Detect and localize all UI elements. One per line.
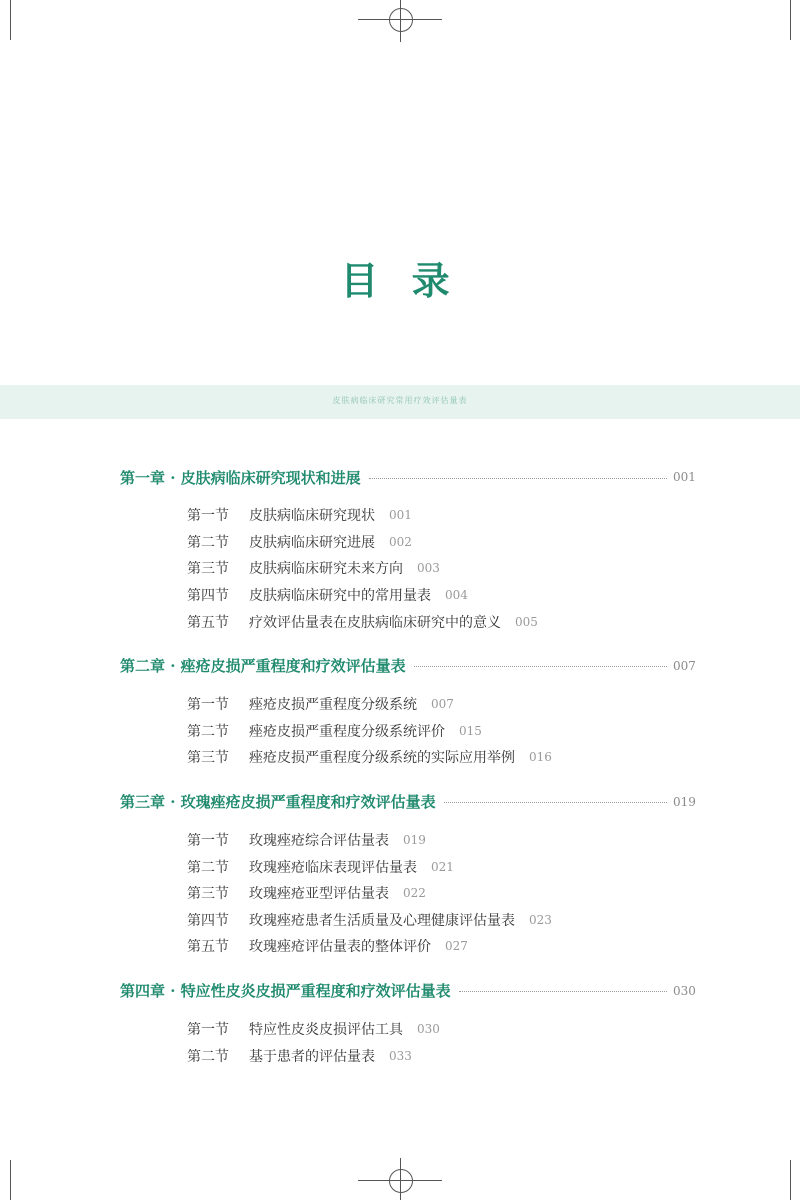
section-title: 玫瑰痤疮患者生活质量及心理健康评估量表 — [249, 912, 515, 929]
toc-section[interactable] — [187, 555, 800, 582]
toc-section[interactable] — [187, 744, 800, 771]
section-title: 皮肤病临床研究进展 — [249, 534, 375, 551]
dotted-leader — [369, 478, 667, 479]
toc-section[interactable] — [187, 529, 800, 556]
toc-section[interactable] — [187, 502, 800, 529]
section-number: 第二节 — [187, 1048, 229, 1065]
section-number: 第一节 — [187, 833, 229, 850]
section-page-number: 015 — [459, 723, 482, 738]
section-title: 痤疮皮损严重程度分级系统评价 — [249, 723, 445, 740]
section-title: 玫瑰痤疮综合评估量表 — [249, 833, 389, 850]
dotted-leader — [444, 802, 667, 803]
chapter-title: 第三章 · 玫瑰痤疮皮损严重程度和疗效评估量表 — [120, 793, 436, 812]
chapter-page-number: 007 — [673, 658, 696, 673]
section-title: 皮肤病临床研究未来方向 — [249, 561, 403, 578]
section-number: 第一节 — [187, 508, 229, 525]
toc-section[interactable] — [187, 1042, 800, 1069]
section-page-number: 001 — [389, 508, 412, 523]
section-title: 玫瑰痤疮亚型评估量表 — [249, 886, 389, 903]
chapter-page-number: 019 — [673, 794, 696, 809]
section-title: 痤疮皮损严重程度分级系统 — [249, 697, 417, 714]
section-number: 第二节 — [187, 859, 229, 876]
chapter-4-sections — [187, 1016, 800, 1069]
book-title-band-text: 皮肤病临床研究常用疗效评估量表 — [332, 396, 468, 405]
toc-chapter-2[interactable] — [120, 651, 695, 681]
section-page-number: 007 — [431, 697, 454, 712]
section-number: 第五节 — [187, 614, 229, 631]
crop-mark-bottom-left — [10, 1160, 11, 1200]
toc-section[interactable] — [187, 691, 800, 718]
chapter-3-sections — [187, 827, 800, 960]
section-number: 第四节 — [187, 912, 229, 929]
registration-mark-top-icon — [389, 8, 413, 32]
toc-section[interactable] — [187, 933, 800, 960]
section-page-number: 021 — [431, 859, 454, 874]
section-page-number: 003 — [417, 561, 440, 576]
toc-section[interactable] — [187, 827, 800, 854]
section-page-number: 019 — [403, 833, 426, 848]
section-page-number: 033 — [389, 1048, 412, 1063]
toc-section[interactable] — [187, 880, 800, 907]
section-title: 痤疮皮损严重程度分级系统的实际应用举例 — [249, 750, 515, 767]
section-page-number: 002 — [389, 534, 412, 549]
toc-section[interactable] — [187, 853, 800, 880]
section-title: 疗效评估量表在皮肤病临床研究中的意义 — [249, 614, 501, 631]
chapter-page-number: 001 — [673, 470, 696, 484]
section-title: 玫瑰痤疮评估量表的整体评价 — [249, 939, 431, 956]
dotted-leader — [459, 991, 667, 992]
registration-mark-bottom-icon — [389, 1169, 413, 1193]
section-title: 玫瑰痤疮临床表现评估量表 — [249, 859, 417, 876]
toc-chapter-1[interactable] — [120, 462, 695, 492]
section-page-number: 004 — [445, 588, 468, 603]
section-number: 第三节 — [187, 750, 229, 767]
chapter-2-sections — [187, 691, 800, 771]
crop-mark-top-left — [10, 0, 11, 40]
section-number: 第五节 — [187, 939, 229, 956]
chapter-1-sections — [187, 502, 800, 635]
toc-section[interactable] — [187, 907, 800, 934]
section-page-number: 023 — [529, 912, 552, 927]
section-page-number: 005 — [515, 614, 538, 629]
section-title: 基于患者的评估量表 — [249, 1048, 375, 1065]
toc-chapter-3[interactable] — [120, 787, 695, 817]
section-title: 皮肤病临床研究现状 — [249, 508, 375, 525]
section-number: 第二节 — [187, 534, 229, 551]
crop-mark-bottom-right — [790, 1160, 791, 1200]
crop-mark-top-right — [790, 0, 791, 40]
section-number: 第二节 — [187, 723, 229, 740]
header-band — [0, 385, 800, 419]
section-number: 第一节 — [187, 1022, 229, 1039]
toc-section[interactable] — [187, 608, 800, 635]
section-title: 特应性皮炎皮损评估工具 — [249, 1022, 403, 1039]
section-page-number: 022 — [403, 886, 426, 901]
section-page-number: 016 — [529, 750, 552, 765]
section-number: 第三节 — [187, 886, 229, 903]
page-title: 目 录 — [340, 259, 460, 303]
section-page-number: 030 — [417, 1022, 440, 1037]
section-page-number: 027 — [445, 939, 468, 954]
dotted-leader — [414, 666, 667, 667]
section-number: 第一节 — [187, 697, 229, 714]
section-title: 皮肤病临床研究中的常用量表 — [249, 588, 431, 605]
toc-section[interactable] — [187, 718, 800, 745]
chapter-page-number: 030 — [673, 983, 696, 998]
section-number: 第四节 — [187, 588, 229, 605]
toc-section[interactable] — [187, 1016, 800, 1043]
table-of-contents — [0, 462, 800, 1085]
chapter-title: 第四章 · 特应性皮炎皮损严重程度和疗效评估量表 — [120, 982, 451, 1001]
chapter-title: 第二章 · 痤疮皮损严重程度和疗效评估量表 — [120, 657, 406, 676]
toc-chapter-4[interactable] — [120, 976, 695, 1006]
section-number: 第三节 — [187, 561, 229, 578]
chapter-title: 第一章 · 皮肤病临床研究现状和进展 — [120, 468, 361, 487]
toc-section[interactable] — [187, 582, 800, 609]
